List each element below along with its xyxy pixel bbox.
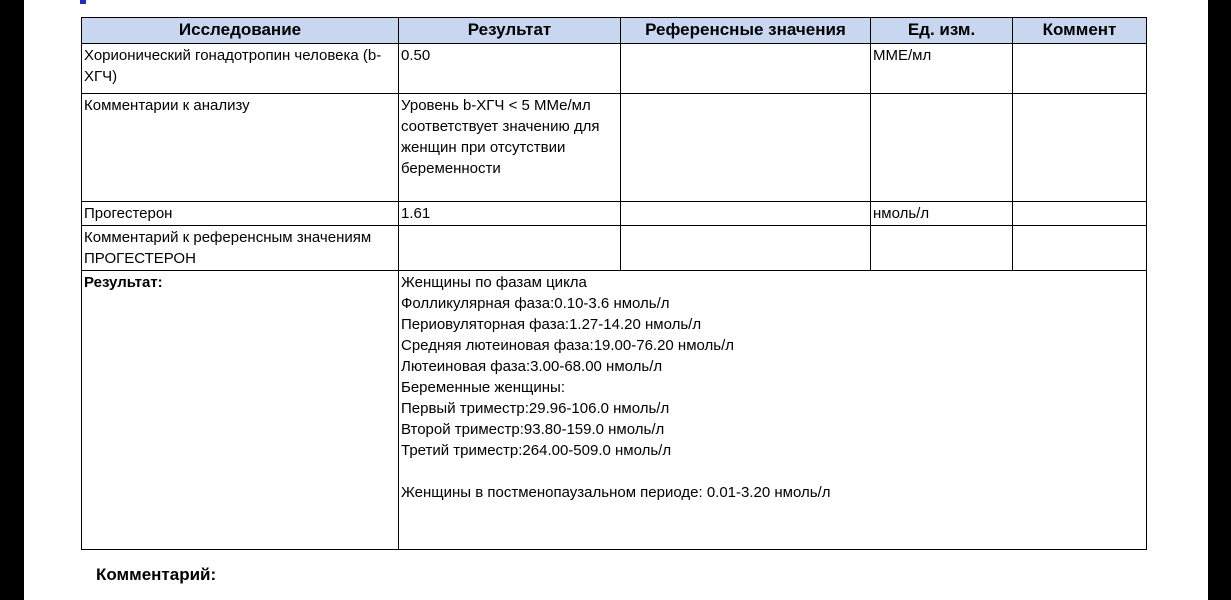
cell-unit	[871, 226, 1013, 271]
cell-test: Комментарий к референсным значениям ПРОГЕСТЕРОН	[82, 226, 399, 271]
result-label: Результат:	[82, 271, 399, 550]
cell-test: Прогестерон	[82, 202, 399, 226]
cell-comment	[1013, 44, 1147, 94]
result-row	[82, 271, 1147, 550]
cell-unit	[871, 94, 1013, 202]
table-row	[82, 94, 1147, 202]
cell-comment	[1013, 202, 1147, 226]
lab-results-table	[81, 17, 1147, 550]
header-unit: Ед. изм.	[871, 18, 1013, 44]
cell-reference	[621, 94, 871, 202]
cell-result: Уровень b-ХГЧ < 5 ММе/мл соответствует значению для женщин при отсутствии беременности	[399, 94, 621, 202]
table-row	[82, 226, 1147, 271]
comment-label: Комментарий:	[96, 565, 217, 584]
cell-reference	[621, 202, 871, 226]
header-comment: Коммент	[1013, 18, 1147, 44]
header-reference: Референсные значения	[621, 18, 871, 44]
result-reference-text: Женщины по фазам цикла Фолликулярная фаза:0.10-3.6 нмоль/л Периовуляторная фаза:1.27-14.20 нмоль/л Средняя лютеиновая фаза:19.00-76.20 нмоль/л Лютеиновая фаза:3.00-68.00 нмоль/л Беременные женщины: Первый триместр:29.96-106.0 нмоль/л Второй триместр:93.80-159.0 нмоль/л Третий триместр:264.00-509.0 нмоль/л Женщины в постменопаузальном периоде: 0.01-3.20 нмоль/л	[399, 271, 1147, 550]
cell-reference	[621, 44, 871, 94]
table-header-row	[82, 18, 1147, 44]
document-page	[24, 0, 1208, 600]
header-result: Результат	[399, 18, 621, 44]
table-row	[82, 44, 1147, 94]
cell-test: Комментарии к анализу	[82, 94, 399, 202]
table-row	[82, 202, 1147, 226]
header-test: Исследование	[82, 18, 399, 44]
cell-reference	[621, 226, 871, 271]
cell-result: 1.61	[399, 202, 621, 226]
cell-test: Хорионический гонадотропин человека (b-ХГЧ)	[82, 44, 399, 94]
cell-result: 0.50	[399, 44, 621, 94]
cell-comment	[1013, 94, 1147, 202]
cell-unit: нмоль/л	[871, 202, 1013, 226]
cell-comment	[1013, 226, 1147, 271]
header-fragment	[80, 0, 86, 4]
cell-unit: MME/мл	[871, 44, 1013, 94]
cell-result	[399, 226, 621, 271]
